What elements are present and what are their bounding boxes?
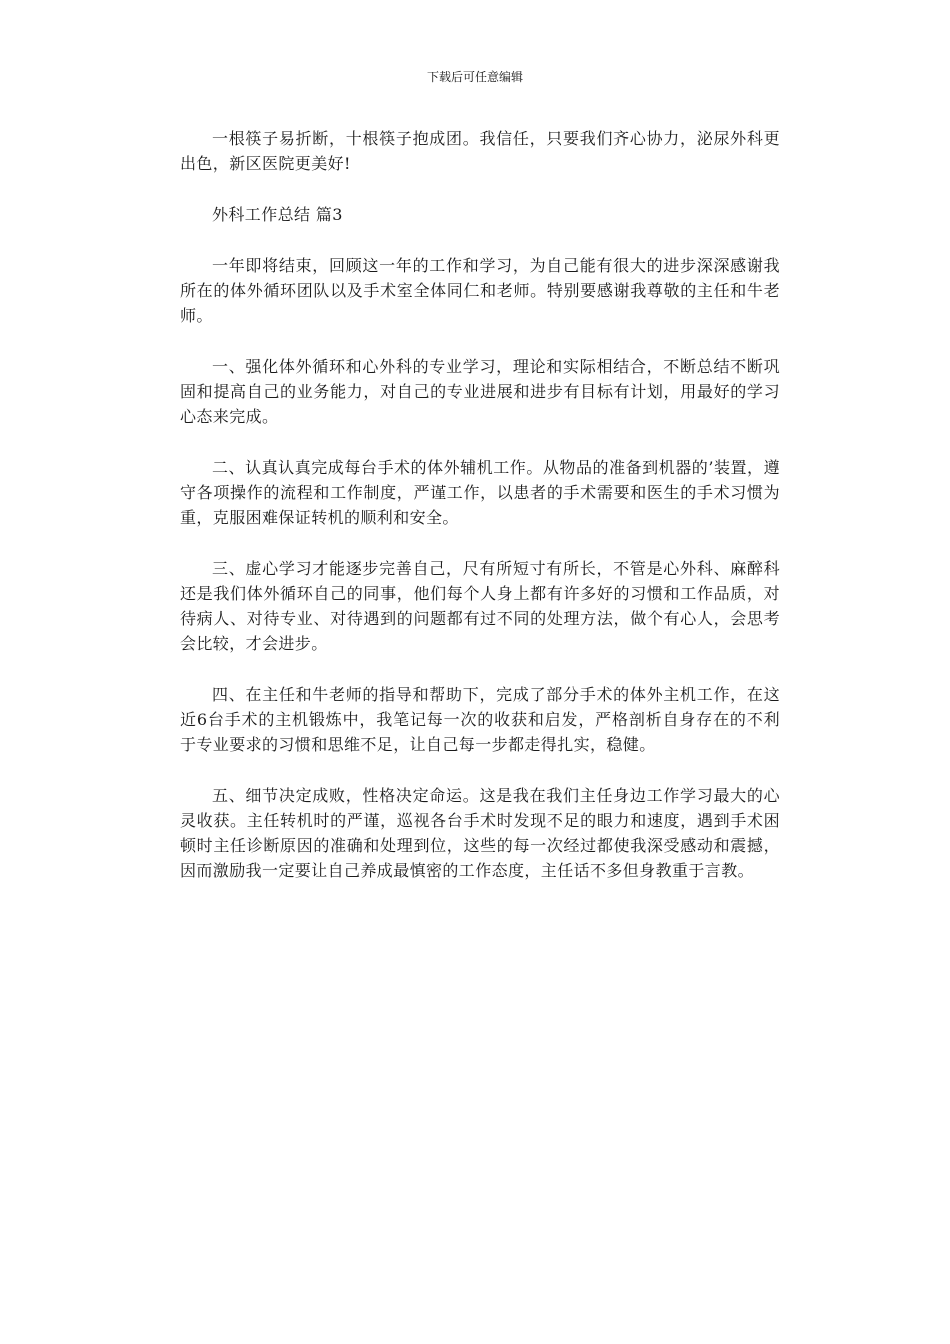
paragraph-point-2: 二、认真认真完成每台手术的体外辅机工作。从物品的准备到机器的’装置，遵守各项操作的流程和工作制度，严谨工作，以患者的手术需要和医生的手术习惯为重，克服困难保证转机的顺利和安全。 [180,458,780,527]
section-heading: 外科工作总结 篇3 [212,205,343,224]
paragraph-closing: 一根筷子易折断，十根筷子抱成团。我信任，只要我们齐心协力，泌尿外科更出色，新区医院更美好! [180,129,780,173]
paragraph-point-4: 四、在主任和牛老师的指导和帮助下，完成了部分手术的体外主机工作，在这近6台手术的主机锻炼中，我笔记每一次的收获和启发，严格剖析自身存在的不利于专业要求的习惯和思维不足，让自己每一步都走得扎实，稳健。 [180,685,780,754]
page-header: 下载后可任意编辑 [426,70,523,84]
paragraph-point-5: 五、细节决定成败，性格决定命运。这是我在我们主任身边工作学习最大的心灵收获。主任转机时的严谨，巡视各台手术时发现不足的眼力和速度，遇到手术困顿时主任诊断原因的准确和处理到位，这些的每一次经过都使我深受感动和震撼，因而激励我一定要让自己养成最慎密的工作态度，主任话不多但身教重于言教。 [180,786,780,880]
document-body [180,126,780,909]
paragraph-point-3: 三、虚心学习才能逐步完善自己，尺有所短寸有所长，不管是心外科、麻醉科还是我们体外循环自己的同事，他们每个人身上都有许多好的习惯和工作品质，对待病人、对待专业、对待遇到的问题都有过不同的处理方法，做个有心人，会思考会比较，才会进步。 [180,559,780,653]
paragraph-point-1: 一、强化体外循环和心外科的专业学习，理论和实际相结合，不断总结不断巩固和提高自己的业务能力，对自己的专业进展和进步有目标有计划，用最好的学习心态来完成。 [180,357,780,426]
paragraph-intro: 一年即将结束，回顾这一年的工作和学习，为自己能有很大的进步深深感谢我所在的体外循环团队以及手术室全体同仁和老师。特别要感谢我尊敬的主任和牛老师。 [180,256,780,325]
